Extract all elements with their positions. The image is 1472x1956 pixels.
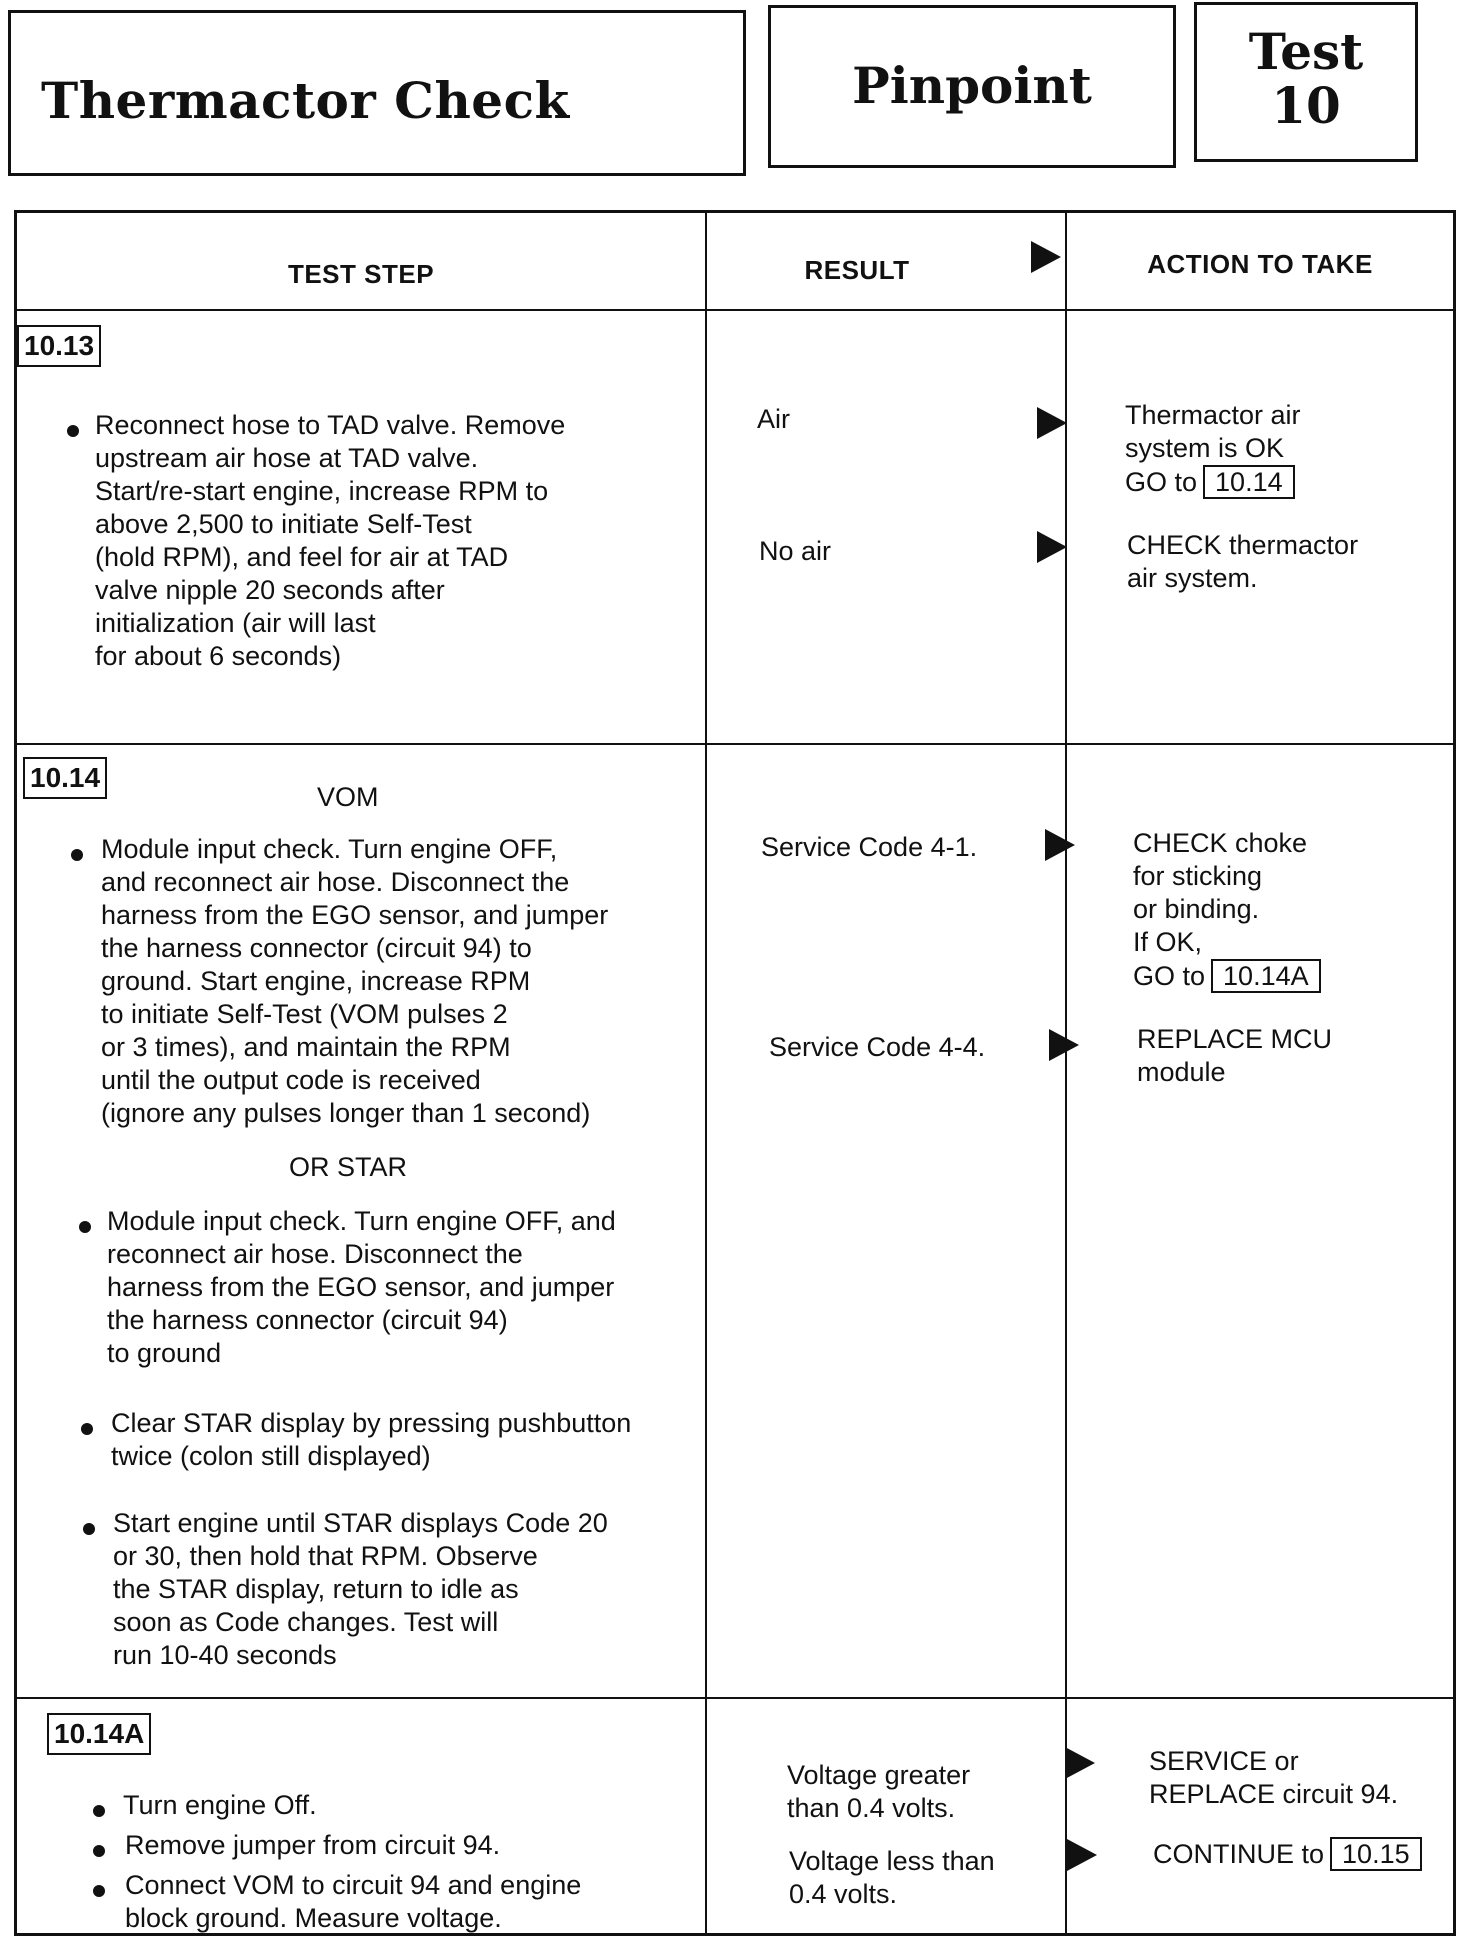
result-code-4-1: Service Code 4-1.: [761, 832, 978, 862]
column-divider-1: [705, 213, 707, 1933]
pinpoint-label: Pinpoint: [852, 56, 1092, 115]
step-label-10-14: 10.14: [23, 757, 107, 799]
action-check-choke: CHECK choke for sticking or binding. If OK, GO to 10.14A: [1133, 827, 1321, 993]
step-label-10-13: 10.13: [17, 325, 101, 367]
row-divider-2: [17, 1697, 1453, 1699]
test-number-box: [1194, 2, 1418, 162]
goto-ref-10-14: 10.14: [1203, 465, 1295, 499]
bullet-icon: [67, 425, 79, 437]
step-label-10-14a: 10.14A: [47, 1713, 151, 1755]
result-arrow-icon: [1037, 407, 1067, 439]
action-system-ok: Thermactor air system is OK GO to 10.14: [1125, 400, 1301, 497]
action-continue: CONTINUE to 10.15: [1153, 1837, 1422, 1871]
step-10-13-instruction: Reconnect hose to TAD valve. Remove upstream air hose at TAD valve. Start/re-start engine, increase RPM to above 2,500 to initiate Self-Test (hold RPM), and feel for air at TAD valve nipple 20 seconds after initialization (air will last for about 6 seconds): [95, 410, 566, 671]
bullet-icon: [93, 1845, 105, 1857]
result-voltage-less: Voltage less than 0.4 volts.: [789, 1846, 995, 1909]
pinpoint-box: [768, 5, 1176, 168]
bullet-icon: [93, 1885, 105, 1897]
test-label: Test: [1248, 22, 1364, 81]
step-10-14a-instruction-2: Remove jumper from circuit 94.: [125, 1830, 501, 1860]
result-no-air: No air: [759, 536, 832, 566]
star-heading: OR STAR: [289, 1152, 408, 1182]
bullet-icon: [83, 1523, 95, 1535]
vom-instruction: Module input check. Turn engine OFF, and reconnect air hose. Disconnect the harness from the EGO sensor, and jumper the harness connector (circuit 94) to ground. Start engine, increase RPM to initiate Self-Test (VOM pulses 2 or 3 times), and maintain the RPM until the output code is received (ignore any pulses longer than 1 second): [101, 834, 609, 1128]
vom-heading: VOM: [317, 782, 379, 812]
star-instruction-3: Start engine until STAR displays Code 20 or 30, then hold that RPM. Observe the STAR display, return to idle as soon as Code changes. Test will run 10-40 seconds: [113, 1508, 608, 1670]
star-instruction-1: Module input check. Turn engine OFF, and reconnect air hose. Disconnect the harness from the EGO sensor, and jumper the harness connector (circuit 94) to ground: [107, 1206, 616, 1368]
result-arrow-icon: [1067, 1839, 1097, 1871]
action-check-thermactor: CHECK thermactor air system.: [1127, 530, 1359, 593]
title-box: [8, 10, 746, 176]
column-header-step: TEST STEP: [287, 259, 435, 289]
step-10-14a-instruction-1: Turn engine Off.: [123, 1790, 317, 1820]
header-arrow-icon: [1031, 241, 1061, 273]
result-code-4-4: Service Code 4-4.: [769, 1032, 986, 1062]
column-divider-2: [1065, 213, 1067, 1933]
goto-ref-10-14a: 10.14A: [1211, 959, 1321, 993]
column-header-result: RESULT: [804, 255, 910, 285]
column-header-action: ACTION TO TAKE: [1147, 249, 1373, 279]
step-10-14a-instruction-3: Connect VOM to circuit 94 and engine block ground. Measure voltage.: [125, 1870, 582, 1933]
star-instruction-2: Clear STAR display by pressing pushbutton twice (colon still displayed): [111, 1408, 632, 1471]
result-air: Air: [757, 404, 790, 434]
test-table: [14, 210, 1456, 1936]
action-replace-mcu: REPLACE MCU module: [1137, 1024, 1333, 1087]
action-service-circuit: SERVICE or REPLACE circuit 94.: [1149, 1746, 1399, 1809]
bullet-icon: [93, 1805, 105, 1817]
result-arrow-icon: [1065, 1747, 1095, 1779]
goto-ref-10-15: 10.15: [1330, 1837, 1422, 1871]
result-arrow-icon: [1037, 531, 1067, 563]
result-arrow-icon: [1049, 1029, 1079, 1061]
bullet-icon: [79, 1221, 91, 1233]
test-number: 10: [1271, 76, 1341, 135]
bullet-icon: [71, 849, 83, 861]
row-divider-1: [17, 743, 1453, 745]
result-arrow-icon: [1045, 829, 1075, 861]
header-divider: [17, 309, 1453, 311]
bullet-icon: [81, 1423, 93, 1435]
result-voltage-greater: Voltage greater than 0.4 volts.: [787, 1760, 971, 1823]
page-title: Thermactor Check: [41, 71, 570, 130]
